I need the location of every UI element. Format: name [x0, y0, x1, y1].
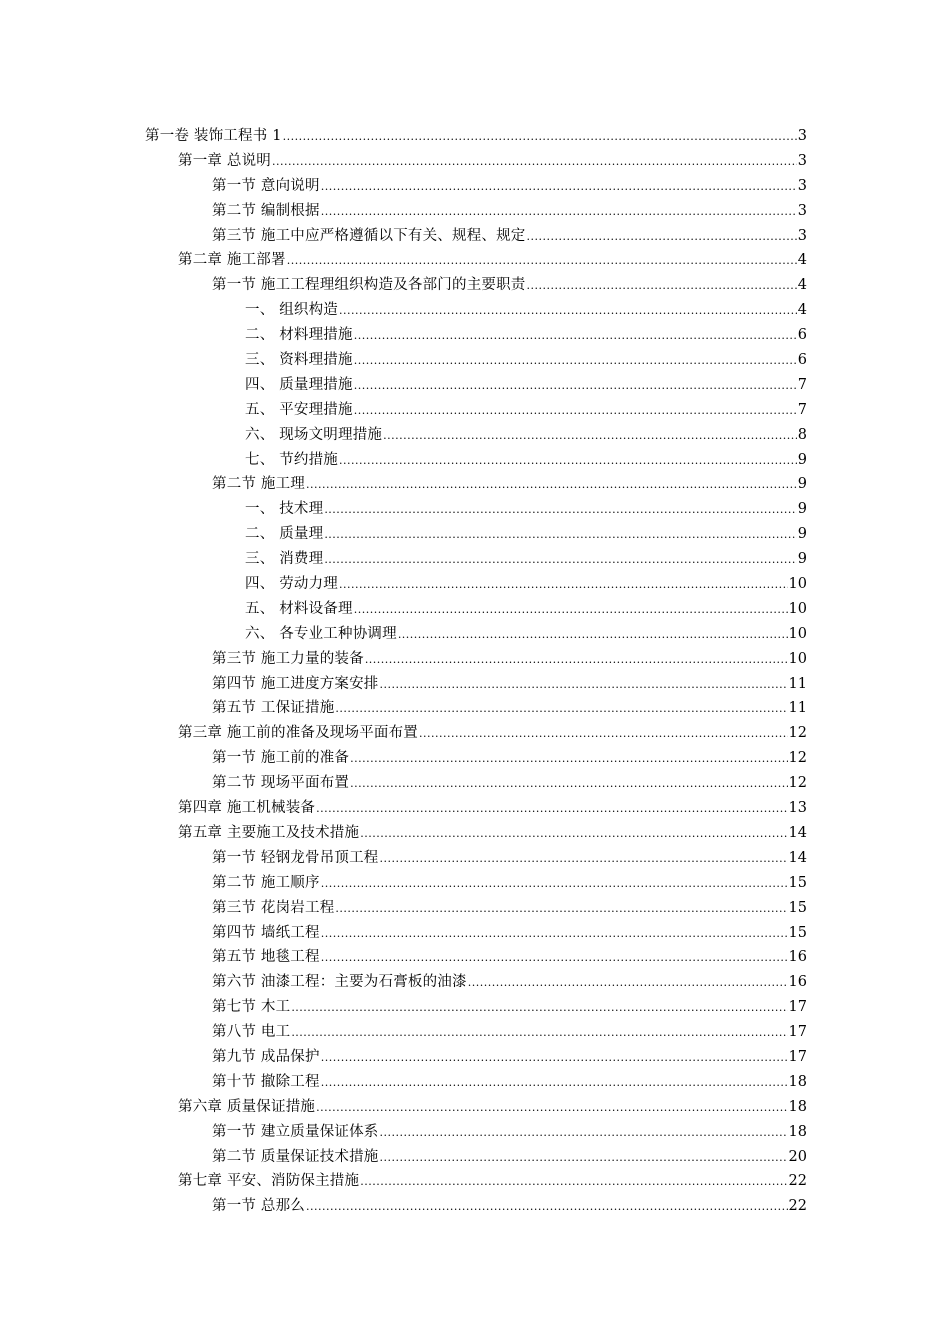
toc-entry-title: 第一节 建立质量保证体系: [212, 1123, 379, 1140]
toc-entry[interactable]: [145, 696, 807, 721]
toc-entry[interactable]: [145, 323, 807, 348]
toc-entry-title: 第七章 平安、消防保主措施: [178, 1173, 360, 1190]
toc-entry-title: 第二节 编制根据: [212, 202, 320, 219]
toc-entry-title: 第三章 施工前的准备及现场平面布置: [178, 725, 419, 742]
toc-entry[interactable]: [145, 721, 807, 746]
toc-entry[interactable]: [145, 647, 807, 672]
toc-entry-title: 一、 组织构造: [245, 302, 339, 319]
toc-entry[interactable]: [145, 1070, 807, 1095]
toc-entry-title: 六、 各专业工种协调理: [245, 625, 397, 642]
toc-entry-title: 第六节 油漆工程：主要为石膏板的油漆: [212, 974, 467, 991]
toc-entry-title: 第三节 施工中应严格遵循以下有关、规程、规定: [212, 227, 526, 244]
toc-entry-title: 第二节 现场平面布置: [212, 775, 350, 792]
toc-dot-leader: [291, 996, 787, 1021]
toc-entry[interactable]: [145, 149, 807, 174]
toc-entry-title: 第九节 成品保护: [212, 1048, 320, 1065]
toc-dot-leader: [324, 548, 796, 573]
toc-entry-page-number: 15: [788, 899, 807, 916]
toc-entry-title: 第十节 撤除工程: [212, 1073, 320, 1090]
toc-entry-title: 第六章 质量保证措施: [178, 1098, 316, 1115]
toc-entry-page-number: 4: [797, 277, 807, 294]
toc-entry-page-number: 4: [797, 302, 807, 319]
toc-dot-leader: [306, 1195, 788, 1220]
toc-entry-page-number: 9: [797, 451, 807, 468]
toc-dot-leader: [321, 946, 788, 971]
toc-entry-page-number: 7: [797, 376, 807, 393]
toc-entry-page-number: 17: [788, 1024, 807, 1041]
toc-entry-title: 五、 平安理措施: [245, 401, 353, 418]
toc-entry[interactable]: [145, 896, 807, 921]
toc-entry[interactable]: [145, 945, 807, 970]
toc-entry[interactable]: [145, 373, 807, 398]
toc-entry-page-number: 18: [788, 1123, 807, 1140]
toc-dot-leader: [316, 1096, 787, 1121]
toc-dot-leader: [354, 374, 797, 399]
toc-entry-title: 第三节 花岗岩工程: [212, 899, 335, 916]
toc-entry[interactable]: [145, 273, 807, 298]
toc-entry-page-number: 7: [797, 401, 807, 418]
toc-entry[interactable]: [145, 1120, 807, 1145]
toc-entry-page-number: 10: [788, 650, 807, 667]
toc-entry[interactable]: [145, 448, 807, 473]
toc-entry-page-number: 12: [788, 750, 807, 767]
toc-entry-title: 第一节 施工前的准备: [212, 750, 350, 767]
toc-entry-title: 第二节 施工顺序: [212, 874, 320, 891]
toc-entry-page-number: 3: [797, 128, 807, 144]
toc-entry-page-number: 22: [788, 1198, 807, 1215]
toc-entry[interactable]: [145, 248, 807, 273]
toc-entry-title: 七、 节约措施: [245, 451, 339, 468]
toc-entry[interactable]: [145, 472, 807, 497]
toc-entry-page-number: 3: [797, 152, 807, 169]
toc-dot-leader: [306, 473, 797, 498]
toc-entry[interactable]: [145, 522, 807, 547]
toc-entry-title: 二、 质量理: [245, 526, 324, 543]
toc-dot-leader: [527, 274, 797, 299]
toc-dot-leader: [339, 573, 788, 598]
toc-entry[interactable]: [145, 348, 807, 373]
toc-entry[interactable]: [145, 871, 807, 896]
toc-entry[interactable]: [145, 199, 807, 224]
toc-dot-leader: [380, 673, 788, 698]
toc-dot-leader: [321, 872, 788, 897]
toc-dot-leader: [354, 324, 797, 349]
toc-dot-leader: [354, 349, 797, 374]
toc-entry-page-number: 9: [797, 551, 807, 568]
toc-entry-title: 四、 质量理措施: [245, 376, 353, 393]
toc-dot-leader: [380, 847, 788, 872]
toc-entry-page-number: 17: [788, 1048, 807, 1065]
toc-entry-page-number: 12: [788, 725, 807, 742]
toc-dot-leader: [380, 1121, 788, 1146]
toc-entry-page-number: 8: [797, 426, 807, 443]
toc-entry-title: 第一卷 装饰工程书 1: [145, 128, 282, 144]
toc-entry-page-number: 11: [788, 675, 807, 692]
toc-entry-title: 第一节 意向说明: [212, 177, 320, 194]
toc-entry[interactable]: [145, 298, 807, 323]
toc-dot-leader: [321, 175, 797, 200]
toc-entry[interactable]: [145, 572, 807, 597]
toc-entry-page-number: 3: [797, 177, 807, 194]
toc-entry-page-number: 10: [788, 576, 807, 593]
toc-entry[interactable]: [145, 970, 807, 995]
toc-entry[interactable]: [145, 124, 807, 149]
toc-dot-leader: [321, 1046, 788, 1071]
toc-entry-title: 第四节 墙纸工程: [212, 924, 320, 941]
toc-dot-leader: [335, 697, 787, 722]
toc-entry-title: 第三节 施工力量的装备: [212, 650, 364, 667]
toc-entry[interactable]: [145, 597, 807, 622]
toc-dot-leader: [360, 1170, 787, 1195]
toc-entry-page-number: 4: [797, 252, 807, 269]
table-of-contents: [145, 124, 807, 1219]
toc-entry-page-number: 14: [788, 824, 807, 841]
toc-dot-leader: [335, 897, 787, 922]
toc-entry[interactable]: [145, 771, 807, 796]
toc-entry[interactable]: [145, 821, 807, 846]
toc-entry-page-number: 9: [797, 476, 807, 493]
toc-entry-page-number: 18: [788, 1098, 807, 1115]
toc-entry-title: 第四节 施工进度方案安排: [212, 675, 379, 692]
toc-entry[interactable]: [145, 497, 807, 522]
toc-entry-title: 第五节 地毯工程: [212, 949, 320, 966]
toc-entry-title: 第七节 木工: [212, 999, 291, 1016]
toc-dot-leader: [287, 249, 797, 274]
toc-dot-leader: [354, 598, 788, 623]
toc-entry-page-number: 3: [797, 227, 807, 244]
toc-dot-leader: [383, 424, 797, 449]
toc-entry-page-number: 14: [788, 849, 807, 866]
toc-entry-title: 第二节 质量保证技术措施: [212, 1148, 379, 1165]
toc-entry-title: 一、 技术理: [245, 501, 324, 518]
toc-dot-leader: [360, 822, 787, 847]
toc-dot-leader: [324, 498, 796, 523]
toc-entry-title: 第五章 主要施工及技术措施: [178, 824, 360, 841]
toc-dot-leader: [350, 772, 787, 797]
toc-entry-title: 第一节 轻钢龙骨吊顶工程: [212, 849, 379, 866]
toc-entry[interactable]: [145, 398, 807, 423]
toc-entry-page-number: 17: [788, 999, 807, 1016]
toc-entry-page-number: 16: [788, 974, 807, 991]
toc-entry-page-number: 13: [788, 800, 807, 817]
toc-entry[interactable]: [145, 174, 807, 199]
toc-dot-leader: [365, 648, 788, 673]
toc-dot-leader: [316, 797, 787, 822]
toc-entry-page-number: 15: [788, 874, 807, 891]
toc-entry-page-number: 22: [788, 1173, 807, 1190]
toc-entry-title: 二、 材料理措施: [245, 327, 353, 344]
toc-entry[interactable]: [145, 224, 807, 249]
toc-entry[interactable]: [145, 1145, 807, 1170]
toc-entry-title: 第一节 总那么: [212, 1198, 306, 1215]
toc-entry-page-number: 6: [797, 327, 807, 344]
toc-entry-title: 第四章 施工机械装备: [178, 800, 316, 817]
toc-entry-title: 第五节 工保证措施: [212, 700, 335, 717]
toc-dot-leader: [527, 225, 797, 250]
toc-dot-leader: [272, 150, 797, 175]
toc-entry-page-number: 16: [788, 949, 807, 966]
toc-entry[interactable]: [145, 846, 807, 871]
toc-dot-leader: [321, 200, 797, 225]
toc-entry[interactable]: [145, 1194, 807, 1219]
toc-dot-leader: [321, 922, 788, 947]
toc-entry-page-number: 11: [788, 700, 807, 717]
toc-dot-leader: [419, 722, 788, 747]
toc-entry-page-number: 6: [797, 352, 807, 369]
toc-entry-page-number: 10: [788, 625, 807, 642]
toc-entry[interactable]: [145, 1045, 807, 1070]
toc-entry-page-number: 15: [788, 924, 807, 941]
toc-entry-title: 第一节 施工工程理组织构造及各部门的主要职责: [212, 277, 526, 294]
toc-dot-leader: [350, 747, 787, 772]
toc-entry[interactable]: [145, 622, 807, 647]
toc-entry[interactable]: [145, 1169, 807, 1194]
toc-entry-title: 第一章 总说明: [178, 152, 272, 169]
toc-entry-title: 三、 消费理: [245, 551, 324, 568]
toc-entry-title: 五、 材料设备理: [245, 600, 353, 617]
toc-entry-page-number: 20: [788, 1148, 807, 1165]
toc-dot-leader: [354, 399, 797, 424]
toc-entry-title: 第二节 施工理: [212, 476, 306, 493]
toc-dot-leader: [321, 1071, 788, 1096]
toc-entry[interactable]: [145, 423, 807, 448]
toc-dot-leader: [339, 299, 797, 324]
toc-dot-leader: [283, 125, 797, 150]
toc-entry-page-number: 18: [788, 1073, 807, 1090]
toc-entry[interactable]: [145, 746, 807, 771]
toc-entry-page-number: 10: [788, 600, 807, 617]
toc-dot-leader: [291, 1021, 787, 1046]
toc-entry-title: 四、 劳动力理: [245, 576, 339, 593]
toc-entry-title: 第二章 施工部署: [178, 252, 286, 269]
toc-dot-leader: [380, 1146, 788, 1171]
toc-entry[interactable]: [145, 796, 807, 821]
toc-entry[interactable]: [145, 672, 807, 697]
toc-entry[interactable]: [145, 921, 807, 946]
toc-dot-leader: [468, 971, 788, 996]
toc-entry-title: 第八节 电工: [212, 1024, 291, 1041]
toc-dot-leader: [339, 449, 797, 474]
toc-entry-page-number: 3: [797, 202, 807, 219]
toc-entry-page-number: 12: [788, 775, 807, 792]
toc-dot-leader: [324, 523, 796, 548]
toc-entry[interactable]: [145, 995, 807, 1020]
toc-dot-leader: [398, 623, 788, 648]
toc-entry-page-number: 9: [797, 501, 807, 518]
toc-entry-title: 六、 现场文明理措施: [245, 426, 383, 443]
toc-entry-title: 三、 资料理措施: [245, 352, 353, 369]
toc-entry[interactable]: [145, 1020, 807, 1045]
toc-entry[interactable]: [145, 547, 807, 572]
toc-entry-page-number: 9: [797, 526, 807, 543]
toc-entry[interactable]: [145, 1095, 807, 1120]
